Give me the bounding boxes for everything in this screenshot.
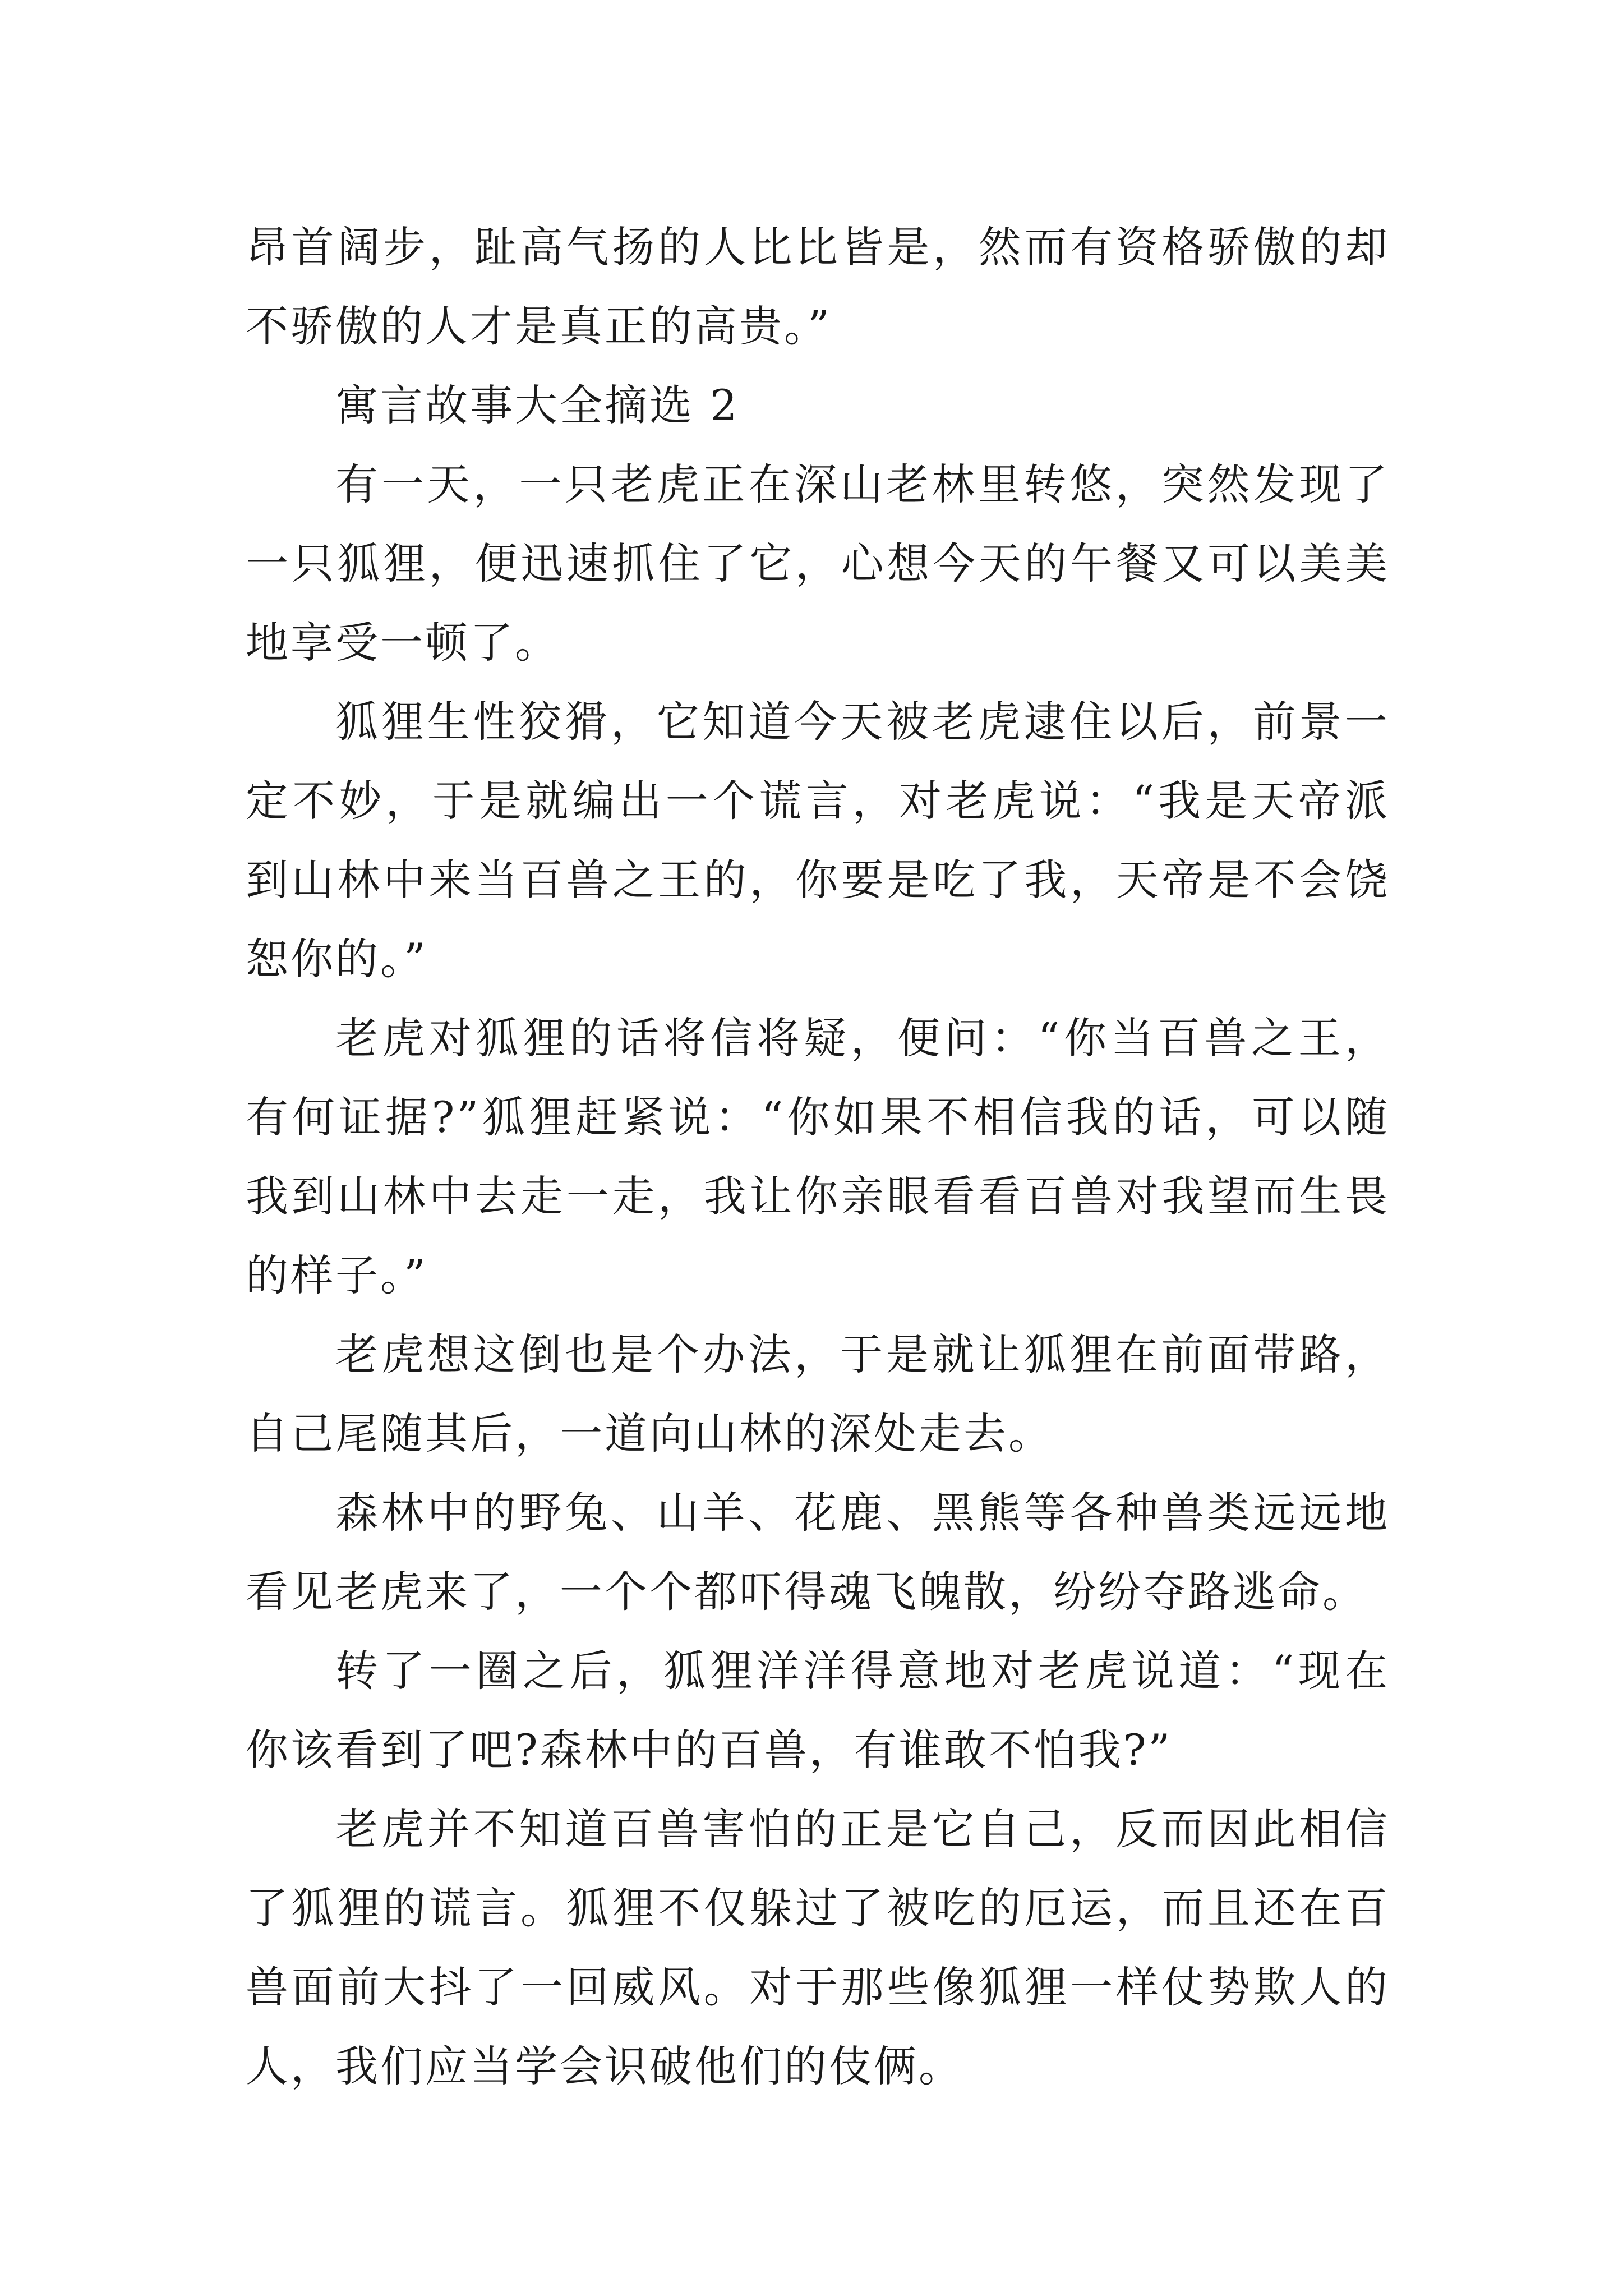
paragraph: 老虎对狐狸的话将信将疑，便问：“你当百兽之王，有何证据?”狐狸赶紧说：“你如果不相信我的话，可以随我到山林中去走一走，我让你亲眼看看百兽对我望而生畏的样子。”	[246, 1013, 1390, 1300]
paragraph-continuation: 昂首阔步，趾高气扬的人比比皆是，然而有资格骄傲的却不骄傲的人才是真正的高贵。”	[246, 222, 1390, 351]
paragraph: 有一天，一只老虎正在深山老林里转悠，突然发现了一只狐狸，便迅速抓住了它，心想今天的午餐又可以美美地享受一顿了。	[246, 459, 1390, 668]
paragraph: 森林中的野兔、山羊、花鹿、黑熊等各种兽类远远地看见老虎来了，一个个都吓得魂飞魄散，纷纷夺路逃命。	[246, 1488, 1390, 1617]
paragraph: 狐狸生性狡猾，它知道今天被老虎逮住以后，前景一定不妙，于是就编出一个谎言，对老虎说：“我是天帝派到山林中来当百兽之王的，你要是吃了我，天帝是不会饶恕你的。”	[246, 697, 1390, 984]
section-heading: 寓言故事大全摘选 2	[335, 380, 740, 430]
paragraph: 老虎想这倒也是个办法，于是就让狐狸在前面带路，自己尾随其后，一道向山林的深处走去。	[246, 1329, 1390, 1458]
paragraph: 老虎并不知道百兽害怕的正是它自己，反而因此相信了狐狸的谎言。狐狸不仅躲过了被吃的厄运，而且还在百兽面前大抖了一回威风。对于那些像狐狸一样仗势欺人的人，我们应当学会识破他们的伎俩。	[246, 1804, 1390, 2091]
document-body	[246, 208, 1390, 2106]
paragraph: 转了一圈之后，狐狸洋洋得意地对老虎说道：“现在你该看到了吧?森林中的百兽，有谁敢不怕我?”	[246, 1646, 1390, 1775]
